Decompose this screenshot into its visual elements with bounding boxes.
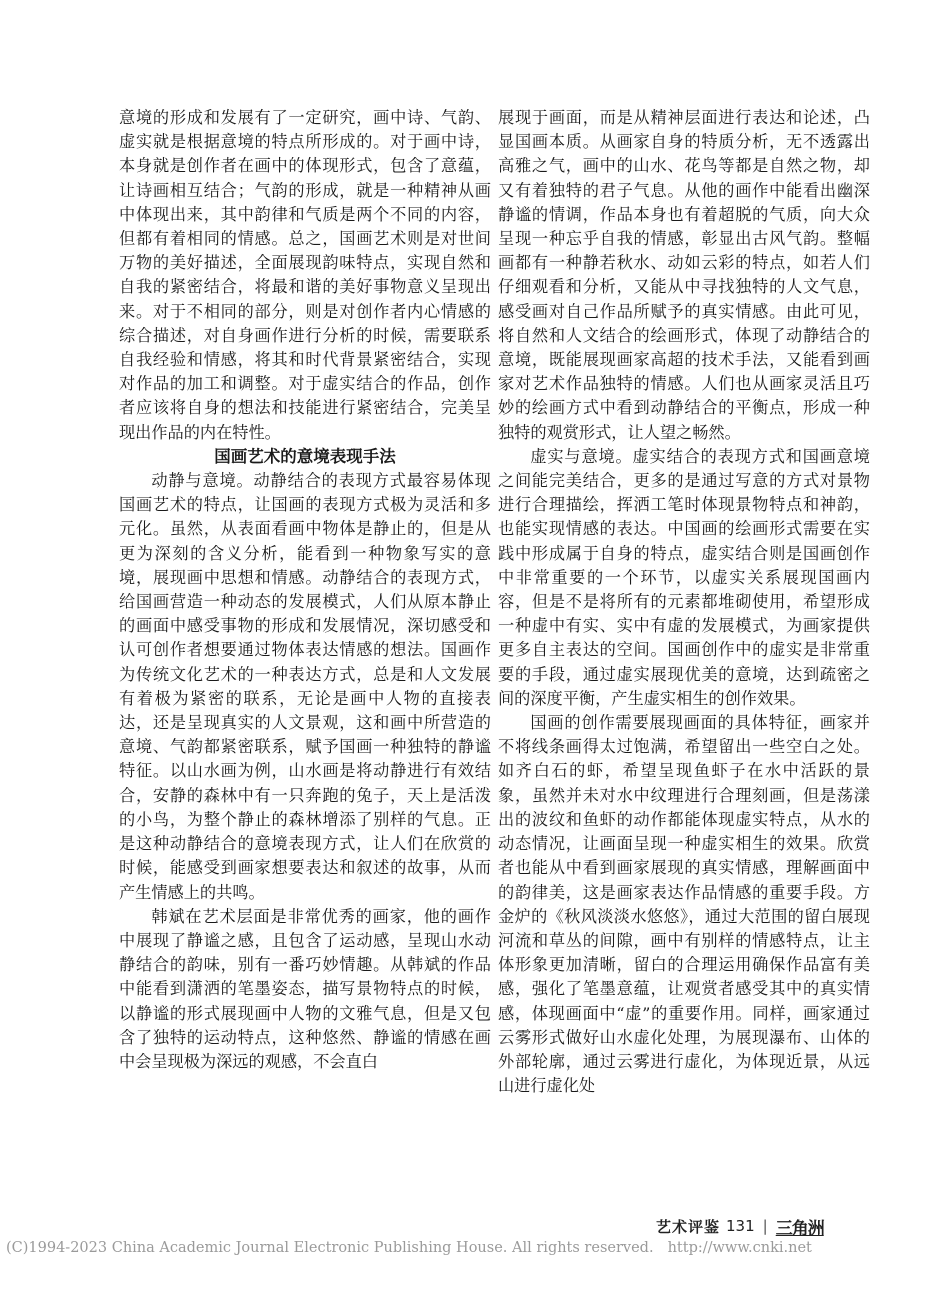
left-column [119, 106, 491, 1074]
page-footer [656, 1214, 876, 1238]
page-number: 131 [726, 1217, 755, 1235]
copyright-text: (C)1994-2023 China Academic Journal Electronic Publishing House. All rights reserved. [6, 1240, 654, 1256]
copyright-line [6, 1240, 946, 1256]
journal-logo-icon: 三角洲 [775, 1218, 824, 1239]
journal-name: 艺术评鉴 [656, 1217, 721, 1236]
footer-separator: | [762, 1217, 768, 1235]
body-paragraph: 虚实与意境。虚实结合的表现方式和国画意境之间能完美结合，更多的是通过写意的方式对景物进行合理描绘，挥洒工笔时体现景物特点和神韵，也能实现情感的表达。中国画的绘画形式需要在实践中形成属于自身的特点，虚实结合则是国画创作中非常重要的一个环节，以虚实关系展现国画内容，但是不是将所有的元素都堆砌使用，希望形成一种虚中有实、实中有虚的发展模式，为画家提供更多自主表达的空间。国画创作中的虚实是非常重要的手段，通过虚实展现优美的意境，达到疏密之间的深度平衡，产生虚实相生的创作效果。 [498, 446, 870, 708]
body-paragraph: 意境的形成和发展有了一定研究，画中诗、气韵、虚实就是根据意境的特点所形成的。对于画中诗，本身就是创作者在画中的体现形式，包含了意蕴，让诗画相互结合；气韵的形成，就是一种精神从画中体现出来，其中韵律和气质是两个不同的内容，但都有着相同的情感。总之，国画艺术则是对世间万物的美好描述，全面展现韵味特点，实现自然和自我的紧密结合，将最和谐的美好事物意义呈现出来。对于不相同的部分，则是对创作者内心情感的综合描述，对自身画作进行分析的时候，需要联系自我经验和情感，将其和时代背景紧密结合，实现对作品的加工和调整。对于虚实结合的作品，创作者应该将自身的想法和技能进行紧密结合，完美呈现出作品的内在特性。 [119, 108, 491, 442]
body-paragraph: 展现于画面，而是从精神层面进行表达和论述，凸显国画本质。从画家自身的特质分析，无不透露出高雅之气，画中的山水、花鸟等都是自然之物，却又有着独特的君子气息。从他的画作中能看出幽深静谧的情调，作品本身也有着超脱的气质，向大众呈现一种忘乎自我的情感，彰显出古风气韵。整幅画都有一种静若秋水、动如云彩的特点，如若人们仔细观看和分析，又能从中寻找独特的人文气息，感受画对自己作品所赋予的真实情感。由此可见，将自然和人文结合的绘画形式，体现了动静结合的意境，既能展现画家高超的技术手法，又能看到画家对艺术作品独特的情感。人们也从画家灵活且巧妙的绘画方式中看到动静结合的平衡点，形成一种独特的观赏形式，让人望之畅然。 [498, 108, 870, 442]
body-paragraph: 韩斌在艺术层面是非常优秀的画家，他的画作中展现了静谧之感，且包含了运动感，呈现山水动静结合的韵味，别有一番巧妙情趣。从韩斌的作品中能看到潇洒的笔墨姿态，描写景物特点的时候，以静谧的形式展现画中人物的文雅气息，但是又包含了独特的运动特点，这种悠然、静谧的情感在画中会呈现极为深远的观感，不会直白 [119, 906, 491, 1071]
right-column [498, 106, 870, 1098]
section-heading: 国画艺术的意境表现手法 [214, 446, 396, 466]
body-paragraph: 动静与意境。动静结合的表现方式最容易体现国画艺术的特点，让国画的表现方式极为灵活和多元化。虽然，从表面看画中物体是静止的，但是从更为深刻的含义分析，能看到一种物象写实的意境，展现画中思想和情感。动静结合的表现方式，给国画营造一种动态的发展模式，人们从原本静止的画面中感受事物的形成和发展情况，深切感受和认可创作者想要通过物体表达情感的想法。国画作为传统文化艺术的一种表达方式，总是和人文发展有着极为紧密的联系，无论是画中人物的直接表达，还是呈现真实的人文景观，这和画中所营造的意境、气韵都紧密联系，赋予国画一种独特的静谧特征。以山水画为例，山水画是将动静进行有效结合，安静的森林中有一只奔跑的兔子，天上是活泼的小鸟，为整个静止的森林增添了别样的气息。正是这种动静结合的意境表现方式，让人们在欣赏的时候，能感受到画家想要表达和叙述的故事，从而产生情感上的共鸣。 [119, 471, 491, 902]
cnki-url-link[interactable]: http://www.cnki.net [667, 1240, 812, 1256]
body-paragraph: 国画的创作需要展现画面的具体特征，画家并不将线条画得太过饱满，希望留出一些空白之处。如齐白石的虾，希望呈现鱼虾子在水中活跃的景象，虽然并未对水中纹理进行合理刻画，但是荡漾出的波纹和鱼虾的动作都能体现虚实特点，从水的动态情况，让画面呈现一种虚实相生的效果。欣赏者也能从中看到画家展现的真实情感，理解画面中的韵律美，这是画家表达作品情感的重要手段。方金炉的《秋风淡淡水悠悠》，通过大范围的留白展现河流和草丛的间隙，画中有别样的情感特点，让主体形象更加清晰，留白的合理运用确保作品富有美感，强化了笔墨意蕴，让观赏者感受其中的真实情感，体现画面中“虚”的重要作用。同样，画家通过云雾形式做好山水虚化处理，为展现瀑布、山体的外部轮廓，通过云雾进行虚化，为体现近景，从远山进行虚化处 [498, 713, 870, 1096]
